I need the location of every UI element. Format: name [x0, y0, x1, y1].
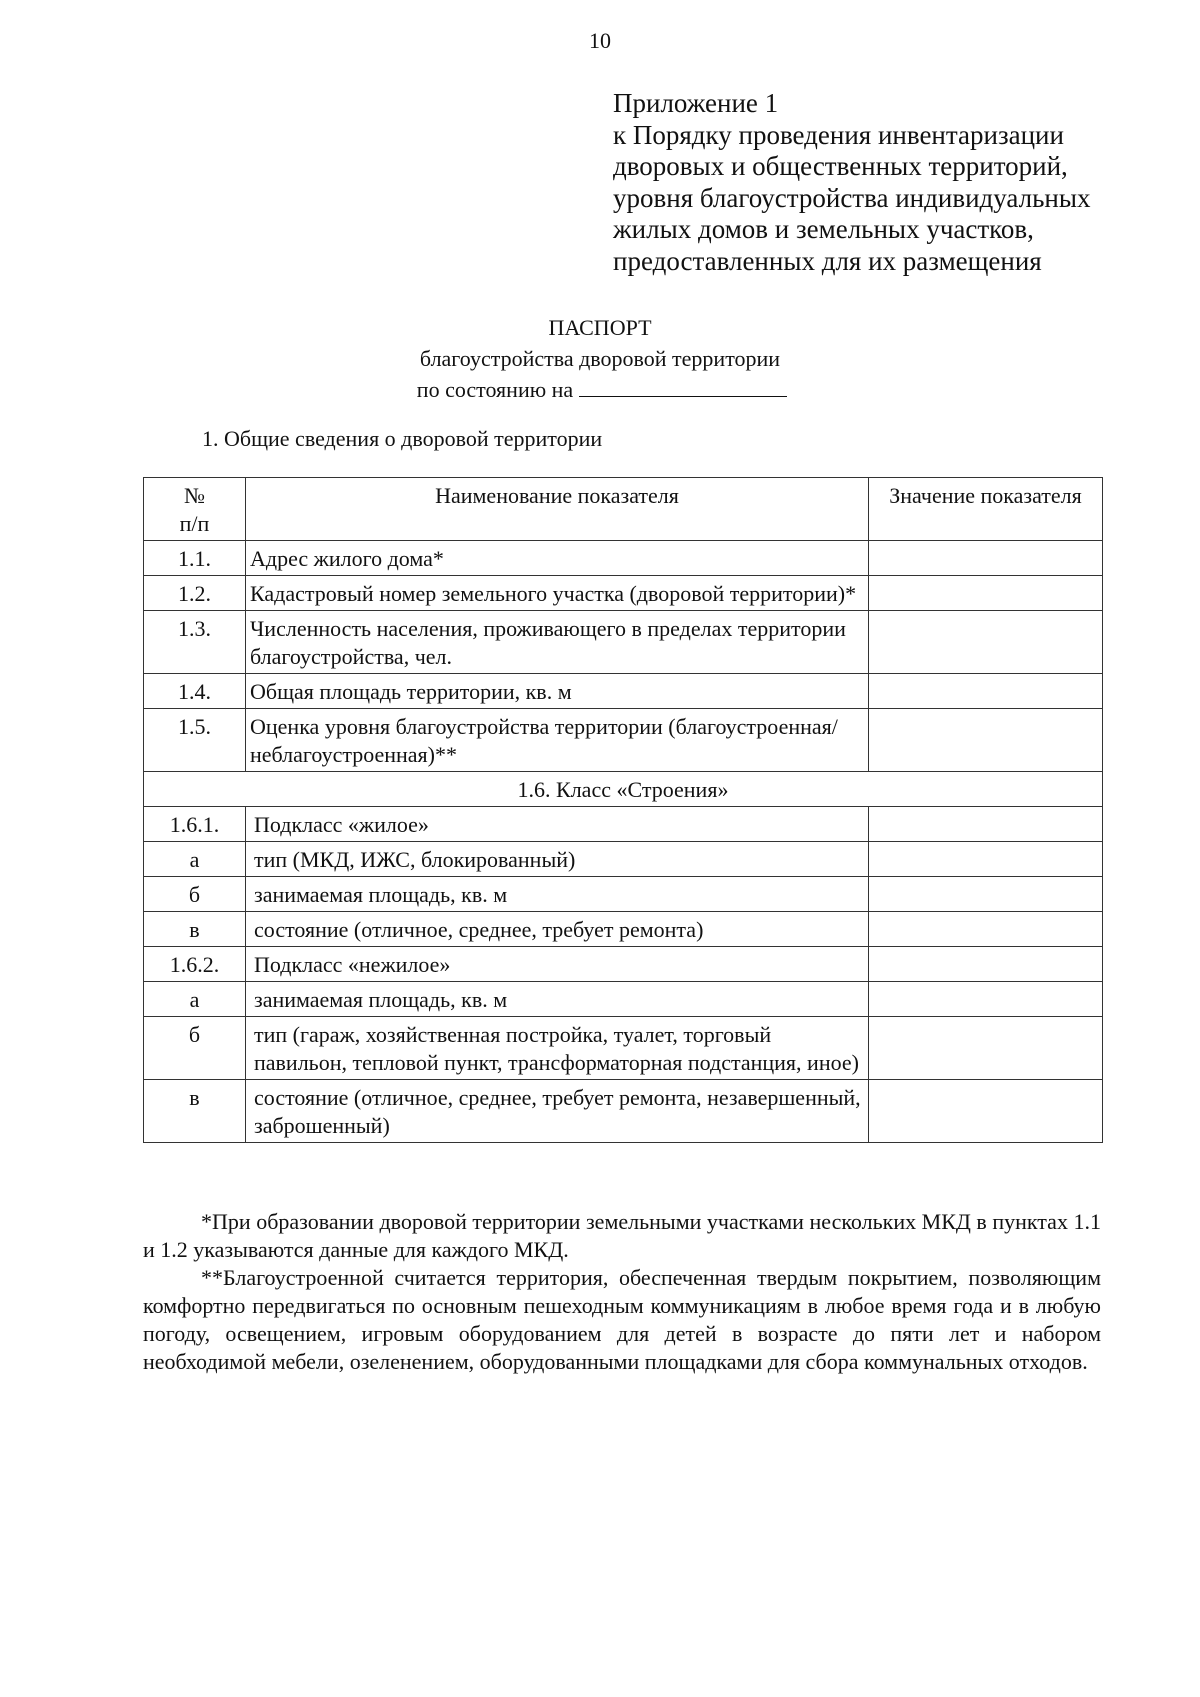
footnote-1: *При образовании дворовой территории земельными участками нескольких МКД в пунктах 1.1 и 1.2 указываются данные для каждого МКД.	[143, 1209, 1101, 1262]
row-number: в	[144, 912, 246, 947]
date-blank-line	[579, 378, 787, 397]
table-row	[144, 709, 1103, 772]
passport-header	[0, 312, 1200, 405]
passport-table	[143, 477, 1103, 1143]
appendix-line: предоставленных для их размещения	[613, 245, 1042, 276]
row-number: 1.1.	[144, 541, 246, 576]
table-row	[144, 611, 1103, 674]
footnote-2: **Благоустроенной считается территория, обеспеченная твердым покрытием, позволяющим комфортно передвигаться по основным пешеходным коммуникациям в любое время года и в любую погоду, освещением, игровым оборудованием для детей в возрасте до пяти лет и набором необходимой мебели, озеленением, оборудованными площадками для сбора коммунальных отходов.	[143, 1265, 1101, 1374]
row-value	[869, 674, 1103, 709]
row-value	[869, 1080, 1103, 1143]
passport-date-line	[0, 374, 1200, 405]
row-name: Адрес жилого дома*	[246, 541, 869, 576]
row-value	[869, 576, 1103, 611]
row-value	[869, 709, 1103, 772]
section-title: 1. Общие сведения о дворовой территории	[202, 426, 603, 451]
header-number-text: № п/п	[179, 483, 210, 536]
row-name: Кадастровый номер земельного участка (дворовой территории)*	[246, 576, 869, 611]
table-row	[144, 541, 1103, 576]
table-row	[144, 982, 1103, 1017]
table-header-row	[144, 478, 1103, 541]
table-row	[144, 1017, 1103, 1080]
row-name: занимаемая площадь, кв. м	[246, 877, 869, 912]
row-name: занимаемая площадь, кв. м	[246, 982, 869, 1017]
passport-title: ПАСПОРТ	[548, 315, 652, 340]
appendix-line: дворовых и общественных территорий,	[613, 151, 1068, 181]
row-number: 1.5.	[144, 709, 246, 772]
row-number: 1.4.	[144, 674, 246, 709]
row-name: Подкласс «жилое»	[246, 807, 869, 842]
row-value	[869, 982, 1103, 1017]
row-number: б	[144, 877, 246, 912]
row-value	[869, 541, 1103, 576]
header-number	[144, 478, 246, 541]
row-number: а	[144, 982, 246, 1017]
table-row	[144, 947, 1103, 982]
row-number: а	[144, 842, 246, 877]
row-value	[869, 877, 1103, 912]
appendix-line: Приложение 1	[613, 88, 779, 118]
page-number: 10	[589, 28, 611, 53]
appendix-line: уровня благоустройства индивидуальных	[613, 182, 1091, 213]
row-name: состояние (отличное, среднее, требует ремонта, незавершенный, заброшенный)	[246, 1080, 869, 1143]
row-value	[869, 807, 1103, 842]
appendix-block	[613, 88, 1091, 277]
row-name: Оценка уровня благоустройства территории (благоустроенная/неблагоустроенная)**	[246, 709, 869, 772]
row-value	[869, 912, 1103, 947]
header-name: Наименование показателя	[246, 478, 869, 541]
row-name: тип (МКД, ИЖС, блокированный)	[246, 842, 869, 877]
table-row	[144, 877, 1103, 912]
row-value	[869, 842, 1103, 877]
passport-subtitle: благоустройства дворовой территории	[419, 346, 781, 371]
table-row	[144, 807, 1103, 842]
row-number: 1.6.2.	[144, 947, 246, 982]
row-number: 1.2.	[144, 576, 246, 611]
appendix-line: к Порядку проведения инвентаризации	[613, 119, 1064, 150]
table-row	[144, 912, 1103, 947]
row-number: 1.3.	[144, 611, 246, 674]
table-row	[144, 842, 1103, 877]
header-value: Значение показателя	[869, 478, 1103, 541]
row-name: Общая площадь территории, кв. м	[246, 674, 869, 709]
class-row	[144, 772, 1103, 807]
table-row	[144, 674, 1103, 709]
row-number: б	[144, 1017, 246, 1080]
row-name: Подкласс «нежилое»	[246, 947, 869, 982]
appendix-line: жилых домов и земельных участков,	[613, 214, 1034, 244]
row-name: тип (гараж, хозяйственная постройка, туалет, торговый павильон, тепловой пункт, трансформаторная подстанция, иное)	[246, 1017, 869, 1080]
row-value	[869, 947, 1103, 982]
row-value	[869, 1017, 1103, 1080]
row-number: 1.6.1.	[144, 807, 246, 842]
class-row-label: 1.6. Класс «Строения»	[144, 772, 1103, 807]
footnotes	[143, 1208, 1101, 1376]
passport-date-label: по состоянию на	[416, 377, 574, 402]
row-number: в	[144, 1080, 246, 1143]
table-row	[144, 576, 1103, 611]
table-row	[144, 1080, 1103, 1143]
row-name: Численность населения, проживающего в пределах территории благоустройства, чел.	[246, 611, 869, 674]
row-value	[869, 611, 1103, 674]
row-name: состояние (отличное, среднее, требует ремонта)	[246, 912, 869, 947]
